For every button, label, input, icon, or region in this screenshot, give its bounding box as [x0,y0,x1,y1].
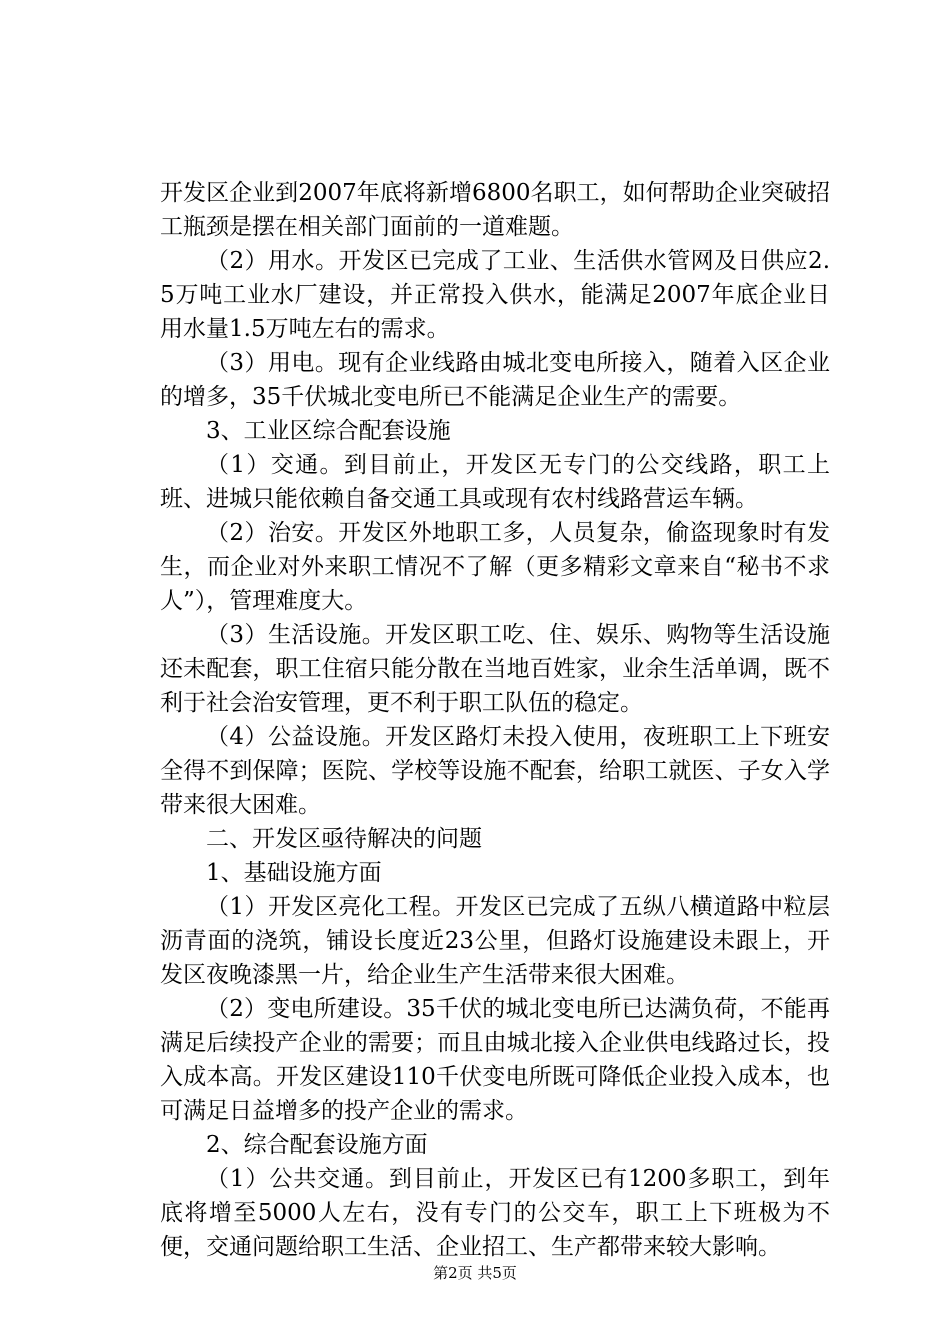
paragraph: （1）公共交通。到目前止，开发区已有1200多职工，到年底将增至5000人左右，没有专门的公交车，职工上下班极为不便，交通问题给职工生活、企业招工、生产都带来较大影响。 [160,1166,830,1260]
subsection-heading: 2、综合配套设施方面 [206,1132,428,1158]
paragraph: （4）公益设施。开发区路灯未投入使用，夜班职工上下班安全得不到保障；医院、学校等设施不配套，给职工就医、子女入学带来很大困难。 [160,724,830,818]
paragraph: （2）用水。开发区已完成了工业、生活供水管网及日供应2.5万吨工业水厂建设，并正常投入供水，能满足2007年底企业日用水量1.5万吨左右的需求。 [160,248,830,342]
paragraph: （2）变电所建设。35千伏的城北变电所已达满负荷，不能再满足后续投产企业的需要；而且由城北接入企业供电线路过长，投入成本高。开发区建设110千伏变电所既可降低企业投入成本，也可满足日益增多的投产企业的需求。 [160,996,830,1124]
paragraph: （2）治安。开发区外地职工多，人员复杂，偷盗现象时有发生，而企业对外来职工情况不了解（更多精彩文章来自“秘书不求人”），管理难度大。 [160,520,830,614]
paragraph: （1）开发区亮化工程。开发区已完成了五纵八横道路中粒层沥青面的浇筑，铺设长度近23公里，但路灯设施建设未跟上，开发区夜晚漆黑一片，给企业生产生活带来很大困难。 [160,894,830,988]
paragraph: （3）用电。现有企业线路由城北变电所接入，随着入区企业的增多，35千伏城北变电所已不能满足企业生产的需要。 [160,350,830,410]
document-body [160,176,830,1264]
section-heading: 二、开发区亟待解决的问题 [206,826,482,852]
section-heading: 3、工业区综合配套设施 [206,418,451,444]
paragraph: 开发区企业到2007年底将新增6800名职工，如何帮助企业突破招工瓶颈是摆在相关部门面前的一道难题。 [160,180,830,240]
paragraph: （3）生活设施。开发区职工吃、住、娱乐、购物等生活设施还未配套，职工住宿只能分散在当地百姓家，业余生活单调，既不利于社会治安管理，更不利于职工队伍的稳定。 [160,622,830,716]
subsection-heading: 1、基础设施方面 [206,860,382,886]
paragraph: （1）交通。到目前止，开发区无专门的公交线路，职工上班、进城只能依赖自备交通工具或现有农村线路营运车辆。 [160,452,830,512]
page-number-footer: 第2页 共5页 [433,1264,517,1282]
